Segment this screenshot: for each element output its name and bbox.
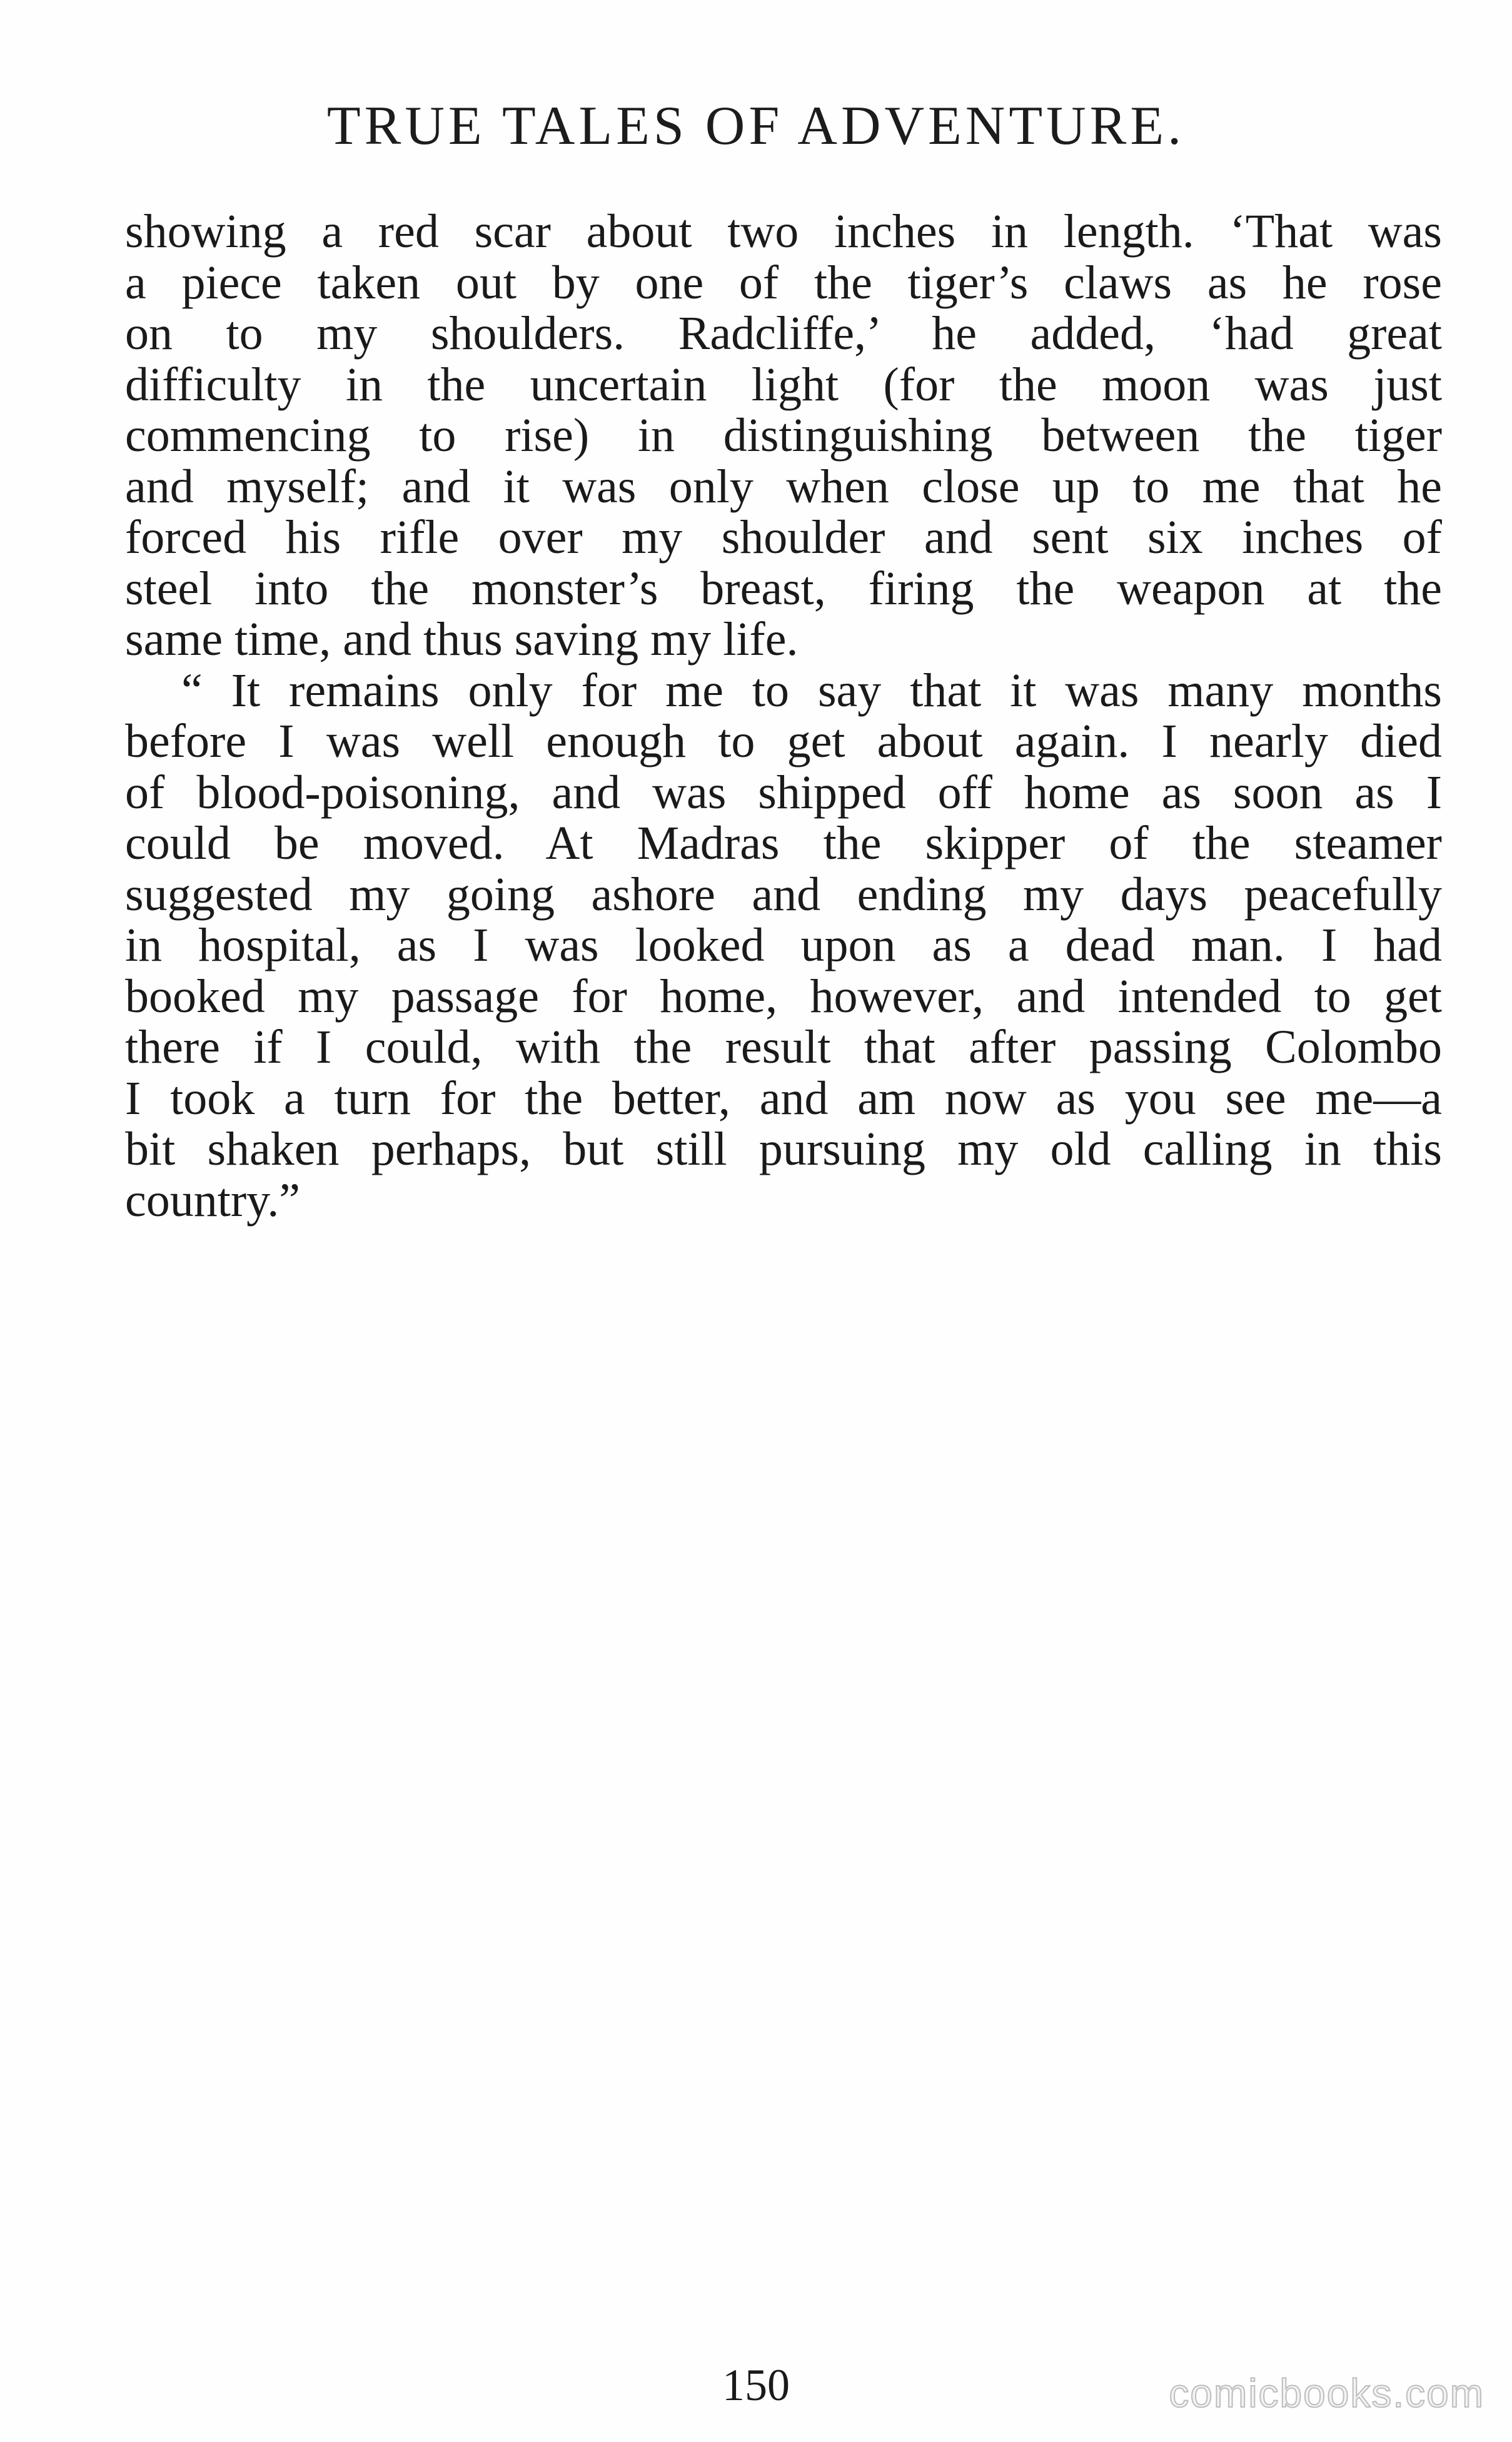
body-text — [125, 206, 1442, 1226]
text-line: on to my shoulders. Radcliffe,’ he added, ‘had great — [125, 307, 1442, 360]
text-line: of blood-poisoning, and was shipped off home as soon as I — [125, 766, 1442, 819]
page-number: 150 — [722, 2360, 790, 2410]
running-head: TRUE TALES OF ADVENTURE. — [326, 96, 1186, 156]
text-line: I took a turn for the better, and am now as you see me—a — [125, 1072, 1442, 1125]
watermark: comicbooks.com — [1169, 2371, 1484, 2416]
text-line: before I was well enough to get about again. I nearly died — [125, 715, 1442, 768]
text-line: bit shaken perhaps, but still pursuing my old calling in this — [125, 1123, 1442, 1175]
text-line: country.” — [125, 1173, 300, 1227]
text-line: steel into the monster’s breast, firing the weapon at the — [125, 562, 1442, 615]
text-line: and myself; and it was only when close up to me that he — [125, 460, 1442, 513]
text-line: same time, and thus saving my life. — [125, 613, 799, 666]
text-line: suggested my going ashore and ending my days peacefully — [125, 868, 1442, 921]
text-line: difficulty in the uncertain light (for the moon was just — [125, 358, 1442, 411]
text-line: booked my passage for home, however, and intended to get — [125, 970, 1442, 1023]
text-line: “ It remains only for me to say that it was many months — [181, 664, 1442, 717]
text-line: could be moved. At Madras the skipper of the steamer — [125, 817, 1442, 869]
text-line: commencing to rise) in distinguishing between the tiger — [125, 409, 1442, 462]
text-line: a piece taken out by one of the tiger’s claws as he rose — [125, 256, 1442, 309]
text-line: there if I could, with the result that after passing Colombo — [125, 1021, 1442, 1073]
text-line: showing a red scar about two inches in length. ‘That was — [125, 205, 1442, 258]
text-line: in hospital, as I was looked upon as a dead man. I had — [125, 919, 1442, 971]
text-line: forced his rifle over my shoulder and sent six inches of — [125, 511, 1442, 564]
